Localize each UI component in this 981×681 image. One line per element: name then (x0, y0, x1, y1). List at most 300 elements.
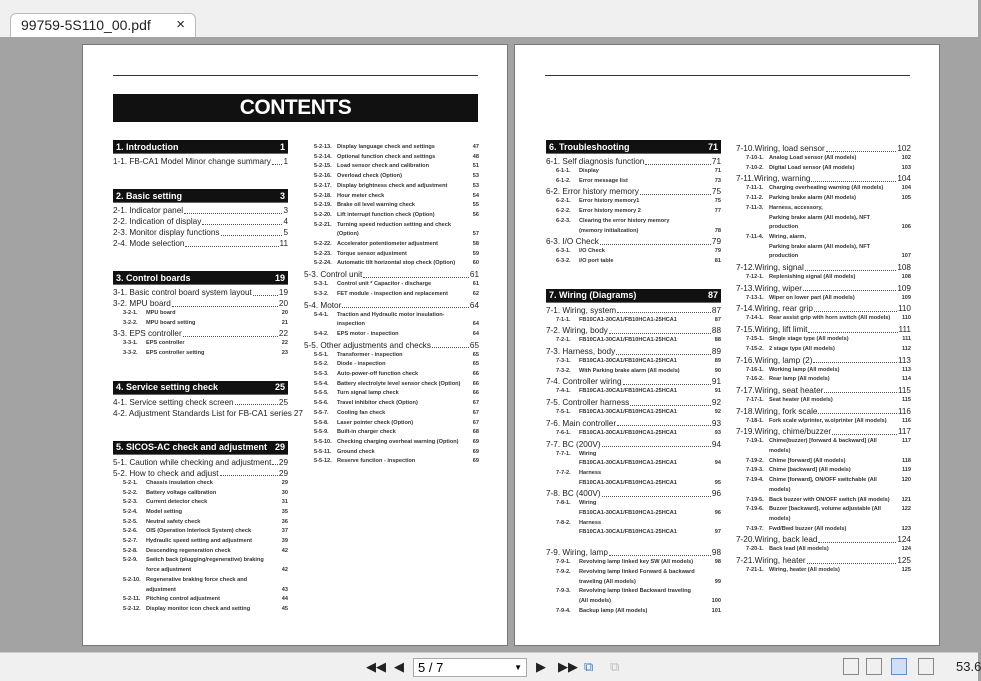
subsection-text (146, 309, 274, 319)
toc-subsection-entry[interactable] (113, 479, 288, 489)
toc-subsection-entry[interactable] (546, 367, 721, 377)
toc-subsection-entry[interactable] (304, 311, 479, 330)
subsection-text (769, 417, 897, 427)
toc-subsection-entry[interactable] (304, 389, 479, 399)
toc-subsection-entry[interactable] (546, 167, 721, 177)
navigation-toolbar (0, 652, 981, 681)
toc-chapter-heading[interactable] (113, 381, 288, 395)
subsection-title: I/O port table (579, 257, 614, 264)
two-page-view-icon[interactable] (891, 658, 907, 675)
dot-leader (808, 327, 897, 333)
toc-subsection-entry[interactable] (546, 558, 721, 568)
subsection-text (579, 367, 707, 377)
subsection-page: 116 (901, 417, 911, 424)
toc-section-entry[interactable] (736, 555, 911, 566)
toc-chapter-heading[interactable] (546, 140, 721, 154)
toc-subsection-entry[interactable] (304, 409, 479, 419)
section-title: 7-17.Wiring, seat heater (736, 385, 824, 395)
toc-section-entry[interactable] (113, 408, 303, 419)
toc-section-entry[interactable] (546, 186, 721, 197)
subsection-number: 7-16-1. (746, 366, 764, 373)
toc-subsection-entry[interactable] (304, 457, 479, 467)
subsection-text (337, 259, 465, 269)
section-page: 11 (279, 239, 288, 248)
dot-leader (342, 302, 469, 308)
toc-subsection-entry[interactable] (546, 587, 721, 606)
toc-section-entry[interactable] (546, 547, 721, 558)
section-title: 7-9. Wiring, lamp (546, 548, 608, 558)
subsection-number: 5-5-7. (314, 409, 329, 416)
toc-subsection-entry[interactable] (736, 233, 911, 262)
zoom-level[interactable]: 53.6 (956, 659, 981, 674)
section-page: 20 (278, 299, 288, 308)
go-back-view-icon[interactable]: ⧉ (584, 659, 594, 674)
toc-subsection-entry[interactable] (304, 259, 479, 269)
subsection-text (579, 519, 707, 538)
page-number-value: 5 / 7 (418, 660, 444, 675)
toc-section-entry[interactable] (546, 439, 721, 450)
toc-subsection-entry[interactable] (113, 309, 288, 319)
toc-subsection-entry[interactable] (736, 496, 911, 506)
toc-subsection-entry[interactable] (304, 438, 479, 448)
subsection-text (769, 273, 897, 283)
subsection-text (769, 314, 897, 324)
toc-section-entry[interactable] (736, 355, 911, 366)
toc-subsection-entry[interactable] (736, 194, 911, 204)
toc-section-entry[interactable] (304, 300, 479, 311)
toc-subsection-entry[interactable] (304, 172, 479, 182)
toc-subsection-entry[interactable] (113, 498, 288, 508)
toc-section-entry[interactable] (113, 216, 288, 227)
toc-subsection-entry[interactable] (546, 607, 721, 617)
subsection-text (337, 192, 465, 202)
toc-subsection-entry[interactable] (736, 566, 911, 576)
toc-subsection-entry[interactable] (546, 387, 721, 397)
subsection-number: 3-3-2. (123, 350, 138, 357)
section-title: 7-6. Main controller (546, 418, 617, 428)
pdf-page-left (82, 44, 508, 646)
subsection-continuation (337, 230, 465, 240)
subsection-continuation (579, 528, 707, 538)
toc-section-entry[interactable] (113, 397, 288, 408)
chapter-page: 25 (274, 382, 285, 393)
toc-section-entry[interactable] (546, 346, 721, 357)
toc-section-entry[interactable] (736, 534, 911, 545)
toc-section-entry[interactable] (546, 397, 721, 408)
subsection-number: 5-2-6. (123, 528, 138, 535)
subsection-number: 7-11-4. (746, 233, 764, 240)
subsection-continuation (579, 597, 707, 607)
toc-subsection-entry[interactable] (736, 154, 911, 164)
toc-subsection-entry[interactable] (304, 221, 479, 240)
subsection-page: 93 (714, 429, 721, 436)
toc-section-entry[interactable] (546, 156, 721, 167)
subsection-text (769, 164, 897, 174)
subsection-text (579, 607, 707, 617)
toc-subsection-entry[interactable] (113, 576, 288, 595)
next-page-icon[interactable]: ▶ (536, 659, 546, 674)
dot-leader (803, 285, 896, 291)
subsection-number: 7-11-3. (746, 204, 764, 211)
subsection-title-cont: traveling (All models) (579, 578, 636, 585)
subsection-title: 2 stage type (All models) (769, 345, 835, 352)
toc-subsection-entry[interactable] (113, 349, 288, 359)
toc-subsection-entry[interactable] (546, 408, 721, 418)
toc-subsection-entry[interactable] (736, 366, 911, 376)
toc-subsection-entry[interactable] (546, 247, 721, 257)
subsection-text (579, 207, 707, 217)
toc-section-entry[interactable] (546, 376, 721, 387)
section-page: 116 (897, 406, 911, 416)
subsection-text (769, 476, 897, 495)
toc-subsection-entry[interactable] (546, 217, 721, 236)
toc-subsection-entry[interactable] (736, 417, 911, 427)
toc-section-entry[interactable] (736, 143, 911, 154)
document-tab[interactable] (10, 13, 196, 37)
toc-subsection-entry[interactable] (304, 250, 479, 260)
two-page-continuous-view-icon[interactable] (918, 658, 934, 675)
toc-section-entry[interactable] (113, 328, 288, 339)
toc-subsection-entry[interactable] (546, 519, 721, 538)
toc-section-entry[interactable] (546, 325, 721, 336)
toc-section-entry[interactable] (546, 488, 721, 499)
subsection-number: 5-5-1. (314, 351, 329, 358)
subsection-text (337, 311, 465, 330)
subsection-number: 7-14-1. (746, 315, 764, 322)
toc-subsection-entry[interactable] (304, 280, 479, 290)
section-page: 27 (293, 408, 303, 418)
subsection-page: 51 (472, 163, 479, 170)
dot-leader (432, 342, 469, 348)
toc-subsection-entry[interactable] (736, 375, 911, 385)
dot-leader (824, 387, 897, 393)
subsection-page: 67 (472, 419, 479, 426)
toc-section-entry[interactable] (736, 303, 911, 314)
subsection-text (337, 399, 465, 409)
subsection-title: Parking brake alarm (All models) (769, 195, 857, 202)
toc-subsection-entry[interactable] (304, 448, 479, 458)
dot-leader (272, 459, 278, 465)
toc-subsection-entry[interactable] (113, 319, 288, 329)
subsection-text (769, 233, 897, 262)
section-title: 2-4. Mode selection (113, 239, 185, 248)
toc-subsection-entry[interactable] (546, 257, 721, 267)
close-tab-icon[interactable]: × (176, 16, 185, 33)
subsection-title: With Parking brake alarm (All models) (579, 367, 680, 374)
subsection-title: Wiring, alarm, (769, 233, 806, 240)
toc-subsection-entry[interactable] (113, 508, 288, 518)
section-page: 65 (469, 340, 479, 350)
toc-subsection-entry[interactable] (304, 143, 479, 153)
toc-subsection-entry[interactable] (736, 437, 911, 456)
toc-subsection-entry[interactable] (113, 489, 288, 499)
subsection-page: 121 (901, 496, 911, 503)
spacer (113, 419, 288, 441)
subsection-text (146, 527, 274, 537)
subsection-page: 123 (901, 525, 911, 532)
toc-subsection-entry[interactable] (113, 595, 288, 605)
toc-subsection-entry[interactable] (304, 351, 479, 361)
toc-subsection-entry[interactable] (113, 547, 288, 557)
subsection-page: 77 (714, 208, 721, 215)
toc-section-entry[interactable] (113, 227, 288, 238)
spacer (546, 538, 721, 547)
subsection-title: FB10CA1-30CA1/FB10HCA1-25HCA1 (579, 316, 677, 323)
subsection-title: FB10CA1-30CA1/FB10HCA1-25HCA1 (579, 409, 677, 416)
subsection-number: 7-7-1. (556, 450, 571, 457)
subsection-continuation (579, 459, 707, 469)
toc-subsection-entry[interactable] (304, 419, 479, 429)
toc-section-entry[interactable] (736, 426, 911, 437)
toc-subsection-entry[interactable] (113, 527, 288, 537)
toc-chapter-heading[interactable] (113, 441, 288, 455)
subsection-page: 113 (901, 366, 911, 373)
toc-subsection-entry[interactable] (304, 211, 479, 221)
toc-subsection-entry[interactable] (546, 568, 721, 587)
subsection-title: Ground check (337, 448, 375, 455)
toc-subsection-entry[interactable] (113, 518, 288, 528)
single-page-view-icon[interactable] (843, 658, 859, 675)
subsection-text (337, 380, 465, 390)
toc-subsection-entry[interactable] (546, 429, 721, 439)
toc-subsection-entry[interactable] (546, 177, 721, 187)
subsection-text (146, 508, 274, 518)
toc-subsection-entry[interactable] (736, 545, 911, 555)
subsection-title: Traction and Hydraulic motor insulation- (337, 311, 445, 318)
toc-subsection-entry[interactable] (736, 335, 911, 345)
chapter-page: 1 (279, 141, 285, 152)
toc-subsection-entry[interactable] (736, 273, 911, 283)
subsection-text (337, 211, 465, 221)
subsection-title: Rear lamp (All models) (769, 376, 830, 383)
toc-chapter-heading[interactable] (113, 140, 288, 154)
toc-subsection-entry[interactable] (546, 499, 721, 518)
subsection-page: 118 (901, 457, 911, 464)
toc-subsection-entry[interactable] (113, 605, 288, 615)
subsection-continuation (146, 586, 274, 596)
section-title: 7-1. Wiring, system (546, 305, 617, 315)
subsection-number: 7-9-2. (556, 568, 571, 575)
tab-title: 99759-5S110_00.pdf (21, 17, 151, 33)
subsection-page: 73 (714, 177, 721, 184)
toc-subsection-entry[interactable] (113, 537, 288, 547)
subsection-number: 7-6-1. (556, 429, 571, 436)
toc-subsection-entry[interactable] (736, 466, 911, 476)
toc-section-entry[interactable] (113, 238, 288, 249)
toc-subsection-entry[interactable] (304, 399, 479, 409)
subsection-number: 7-19-1. (746, 438, 764, 445)
previous-page-icon[interactable]: ◀ (394, 659, 404, 674)
chevron-down-icon: ▼ (514, 663, 522, 672)
toc-section-entry[interactable] (113, 457, 288, 468)
subsection-number: 7-19-2. (746, 457, 764, 464)
subsection-page: 99 (714, 578, 721, 585)
toc-section-entry[interactable] (736, 406, 911, 417)
toc-subsection-entry[interactable] (546, 316, 721, 326)
toc-subsection-entry[interactable] (304, 360, 479, 370)
section-title: 5-4. Motor (304, 300, 342, 310)
subsection-title: Clearing the error history memory (579, 217, 670, 224)
subsection-title: OIS (Operation Interlock System) check (146, 528, 252, 535)
dot-leader (602, 441, 711, 447)
subsection-text (337, 153, 465, 163)
subsection-number: 5-5-4. (314, 380, 329, 387)
toc-subsection-entry[interactable] (546, 197, 721, 207)
toc-section-entry[interactable] (113, 287, 288, 298)
toc-subsection-entry[interactable] (546, 336, 721, 346)
toc-subsection-entry[interactable] (304, 182, 479, 192)
subsection-number: 7-9-3. (556, 588, 571, 595)
section-title: 7-10.Wiring, load sensor (736, 144, 825, 153)
toc-section-entry[interactable] (736, 283, 911, 294)
toc-subsection-entry[interactable] (546, 450, 721, 469)
toc-subsection-entry[interactable] (304, 290, 479, 300)
toc-subsection-entry[interactable] (304, 370, 479, 380)
subsection-text (337, 428, 465, 438)
dot-leader (253, 290, 278, 296)
section-page: 61 (469, 270, 479, 280)
toc-column-2 (304, 143, 479, 467)
toc-subsection-entry[interactable] (736, 505, 911, 524)
subsection-number: 7-1-1. (556, 316, 571, 323)
dot-leader (602, 491, 711, 497)
subsection-number: 7-19-3. (746, 467, 764, 474)
subsection-title-cont: FB10CA1-30CA1/FB10HCA1-25HCA1 (579, 510, 677, 517)
toc-subsection-entry[interactable] (304, 201, 479, 211)
subsection-title: Chime(buzzer) [forward & backward] (All models) (769, 438, 877, 455)
subsection-number: 7-11-1. (746, 185, 764, 192)
dot-leader (640, 189, 711, 195)
toc-section-entry[interactable] (736, 173, 911, 184)
subsection-page: 66 (472, 380, 479, 387)
toc-subsection-entry[interactable] (304, 240, 479, 250)
toc-subsection-entry[interactable] (304, 192, 479, 202)
toc-subsection-entry[interactable] (546, 357, 721, 367)
subsection-number: 5-2-20. (314, 211, 332, 218)
subsection-number: 7-10-2. (746, 164, 764, 171)
dot-leader (826, 146, 897, 152)
subsection-page: 95 (714, 479, 721, 486)
toc-section-entry[interactable] (546, 236, 721, 247)
toc-subsection-entry[interactable] (113, 556, 288, 575)
toc-chapter-heading[interactable] (546, 289, 721, 303)
page-number-select[interactable] (413, 658, 527, 677)
subsection-page: 31 (281, 499, 288, 506)
toc-subsection-entry[interactable] (304, 380, 479, 390)
subsection-text (146, 556, 274, 575)
section-page: 98 (711, 548, 721, 558)
subsection-text (337, 250, 465, 260)
continuous-view-icon[interactable] (866, 658, 882, 675)
subsection-text (337, 448, 465, 458)
toc-section-entry[interactable] (113, 468, 288, 479)
subsection-page: 48 (472, 153, 479, 160)
toc-section-entry[interactable] (546, 418, 721, 429)
toc-chapter-heading[interactable] (113, 189, 288, 203)
subsection-page: 110 (901, 315, 911, 322)
dot-leader (832, 429, 897, 435)
toc-subsection-entry[interactable] (113, 339, 288, 349)
subsection-title: Charging overheating warning (All models) (769, 185, 884, 192)
subsection-number: 7-16-2. (746, 376, 764, 383)
toc-chapter-heading[interactable] (113, 271, 288, 285)
subsection-text (579, 336, 707, 346)
subsection-number: 7-19-5. (746, 496, 764, 503)
toc-section-entry[interactable] (736, 385, 911, 396)
subsection-text (146, 518, 274, 528)
toc-subsection-entry[interactable] (736, 204, 911, 233)
chapter-title: 4. Service setting check (116, 382, 219, 393)
toc-subsection-entry[interactable] (304, 330, 479, 340)
toc-subsection-entry[interactable] (736, 457, 911, 467)
toc-subsection-entry[interactable] (736, 345, 911, 355)
subsection-number: 5-5-10. (314, 438, 332, 445)
subsection-title: Seat heater (All models) (769, 396, 833, 403)
document-viewer[interactable] (0, 37, 978, 652)
subsection-page: 81 (714, 257, 721, 264)
subsection-continuation (579, 479, 707, 489)
subsection-title: Chime [forward] (All models) (769, 457, 846, 464)
toc-section-entry[interactable] (736, 324, 911, 335)
toc-section-entry[interactable] (113, 205, 288, 216)
subsection-page: 79 (714, 248, 721, 255)
dot-leader (805, 265, 897, 271)
toc-section-entry[interactable] (736, 262, 911, 273)
toc-section-entry[interactable] (304, 340, 479, 351)
dot-leader (813, 357, 896, 363)
toc-subsection-entry[interactable] (736, 294, 911, 304)
section-title: 7-13.Wiring, wiper (736, 283, 802, 293)
subsection-title: Transformer - inspection (337, 351, 403, 358)
subsection-text (579, 257, 707, 267)
toc-subsection-entry[interactable] (736, 396, 911, 406)
toc-subsection-entry[interactable] (546, 469, 721, 488)
toc-section-entry[interactable] (113, 298, 288, 309)
subsection-title: Error message list (579, 177, 628, 184)
section-title: 3-1. Basic control board system layout (113, 288, 252, 297)
toc-section-entry[interactable] (304, 269, 479, 280)
subsection-page: 61 (472, 281, 479, 288)
first-page-icon[interactable]: ◀◀ (366, 659, 386, 674)
toc-subsection-entry[interactable] (304, 428, 479, 438)
go-forward-view-icon[interactable]: ⧉ (610, 659, 620, 674)
toc-subsection-entry[interactable] (736, 525, 911, 535)
toc-subsection-entry[interactable] (304, 153, 479, 163)
subsection-number: 7-4-1. (556, 388, 571, 395)
toc-subsection-entry[interactable] (304, 162, 479, 172)
toc-subsection-entry[interactable] (736, 314, 911, 324)
toc-section-entry[interactable] (546, 305, 721, 316)
section-title: 2-1. Indicator panel (113, 206, 184, 215)
subsection-title: Overload check (Option) (337, 173, 402, 180)
dot-leader (221, 230, 283, 236)
section-title: 7-8. BC (400V) (546, 489, 601, 499)
subsection-text (579, 568, 707, 587)
subsection-page: 44 (281, 596, 288, 603)
last-page-icon[interactable]: ▶▶ (558, 659, 578, 674)
subsection-page: 102 (901, 155, 911, 161)
toc-subsection-entry[interactable] (546, 207, 721, 217)
toc-subsection-entry[interactable] (736, 476, 911, 495)
toc-section-entry[interactable] (113, 156, 288, 167)
subsection-title: Revolving lamp linked key SW (All models) (579, 559, 694, 566)
toc-subsection-entry[interactable] (736, 184, 911, 194)
subsection-title: Built-in charger check (337, 429, 396, 436)
subsection-text (769, 335, 897, 345)
toc-subsection-entry[interactable] (736, 164, 911, 174)
section-title: 5-1. Caution while checking and adjustment (113, 457, 272, 467)
dot-leader (818, 408, 896, 414)
